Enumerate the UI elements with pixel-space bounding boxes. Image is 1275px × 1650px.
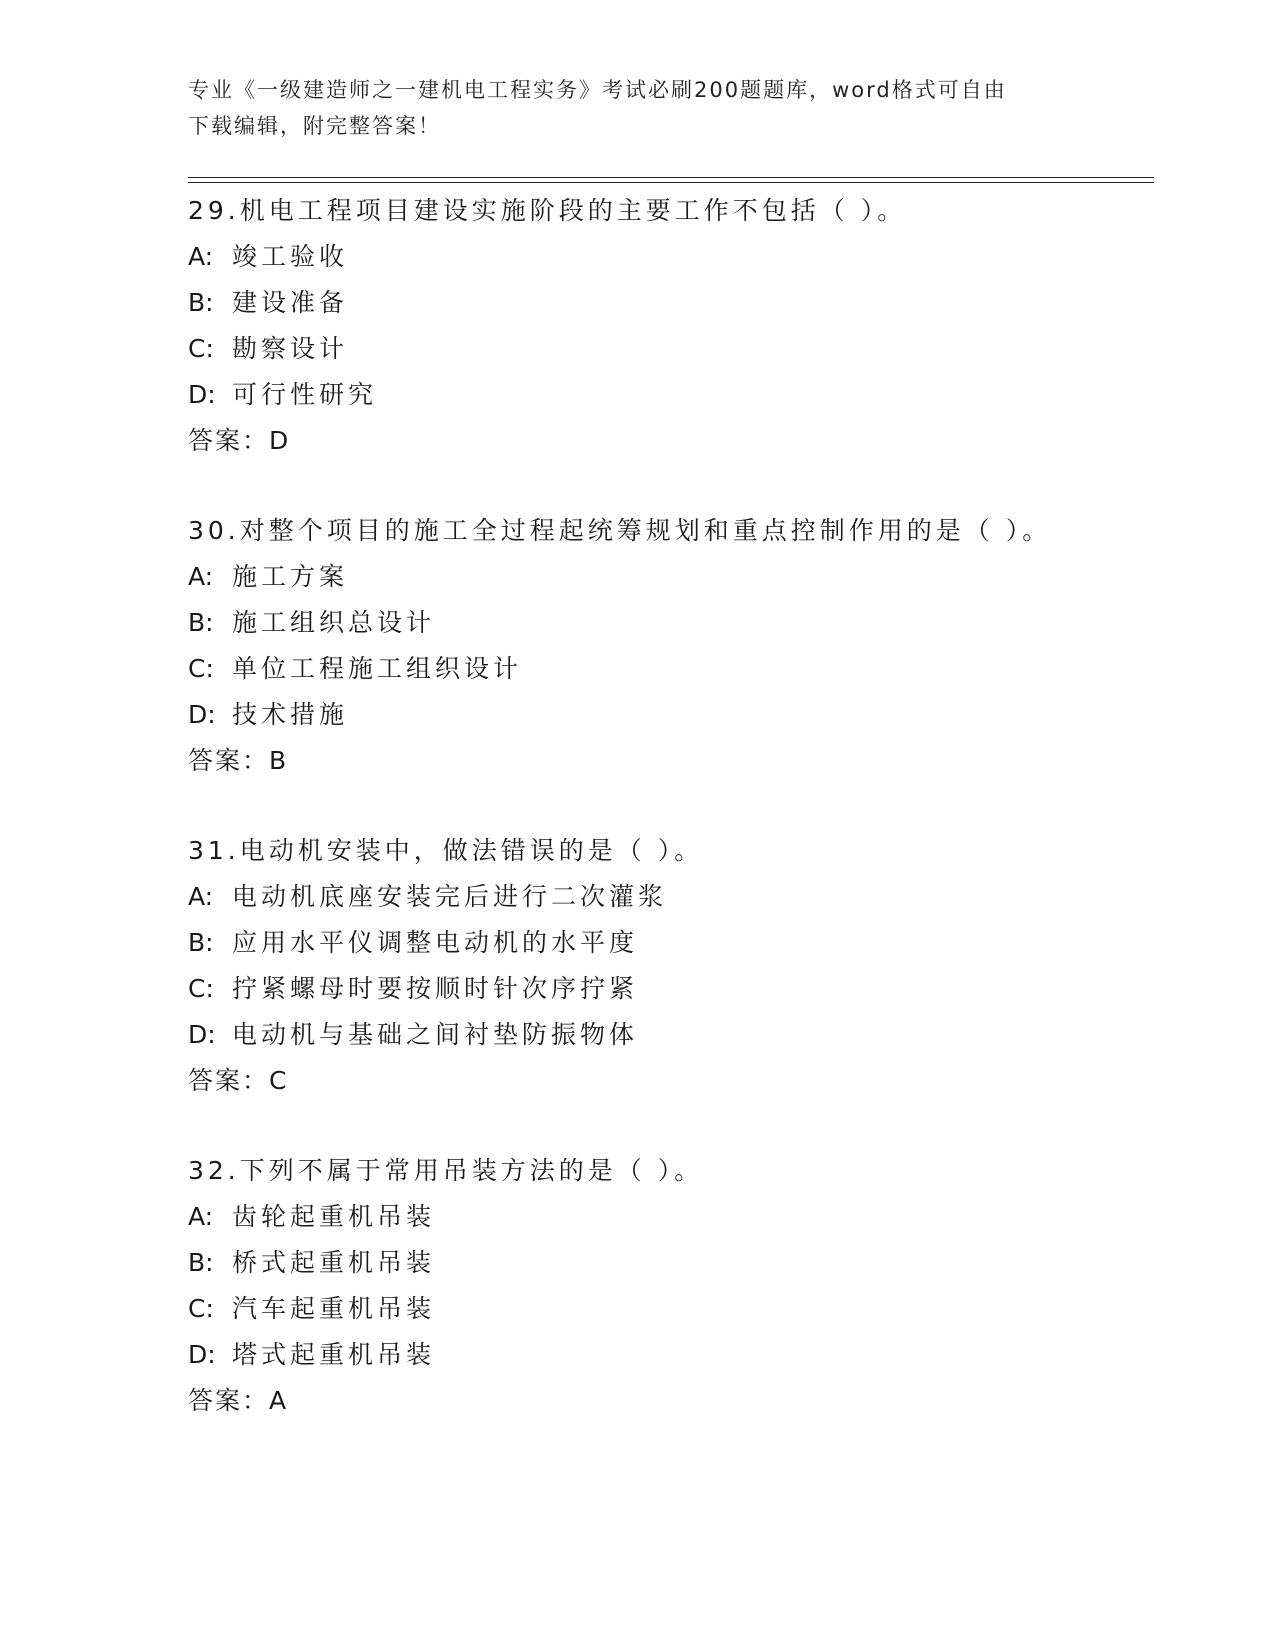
answer-line	[188, 1058, 1168, 1104]
question-block	[188, 508, 1168, 784]
option-b	[188, 920, 1168, 966]
option-a	[188, 874, 1168, 920]
option-c	[188, 966, 1168, 1012]
option-c	[188, 646, 1168, 692]
option-c	[188, 326, 1168, 372]
question-block	[188, 188, 1168, 464]
answer-value: B	[269, 746, 288, 775]
option-d	[188, 1332, 1168, 1378]
header-divider-bottom	[188, 182, 1154, 183]
header-line-2: 下载编辑，附完整答案！	[188, 114, 441, 138]
answer-label: 答案：	[188, 1386, 270, 1415]
option-letter: B:	[188, 288, 214, 317]
question-block	[188, 828, 1168, 1104]
header-divider-top	[188, 177, 1154, 178]
option-letter: B:	[188, 1248, 214, 1277]
answer-label: 答案：	[188, 1066, 270, 1095]
option-text: 桥式起重机吊装	[232, 1248, 436, 1277]
question-stem: 30.对整个项目的施工全过程起统筹规划和重点控制作用的是（ ）。	[188, 516, 1052, 545]
answer-line	[188, 1378, 1168, 1424]
option-letter: C:	[188, 654, 214, 683]
option-letter: D:	[188, 1020, 216, 1049]
answer-label: 答案：	[188, 426, 270, 455]
option-text: 可行性研究	[232, 380, 378, 409]
option-d	[188, 1012, 1168, 1058]
option-text: 建设准备	[232, 288, 349, 317]
option-a	[188, 234, 1168, 280]
option-letter: C:	[188, 974, 214, 1003]
option-a	[188, 1194, 1168, 1240]
option-c	[188, 1286, 1168, 1332]
option-a	[188, 554, 1168, 600]
option-letter: A:	[188, 562, 214, 591]
option-text: 电动机与基础之间衬垫防振物体	[232, 1020, 639, 1049]
option-b	[188, 280, 1168, 326]
option-text: 勘察设计	[232, 334, 349, 363]
option-text: 施工组织总设计	[232, 608, 436, 637]
option-text: 施工方案	[232, 562, 349, 591]
option-d	[188, 372, 1168, 418]
option-b	[188, 600, 1168, 646]
option-text: 塔式起重机吊装	[232, 1340, 436, 1369]
option-text: 汽车起重机吊装	[232, 1294, 436, 1323]
question-block	[188, 1148, 1168, 1424]
option-d	[188, 692, 1168, 738]
option-text: 应用水平仪调整电动机的水平度	[232, 928, 639, 957]
answer-line	[188, 738, 1168, 784]
option-letter: A:	[188, 882, 214, 911]
answer-value: A	[269, 1386, 288, 1415]
option-letter: B:	[188, 608, 214, 637]
option-text: 竣工验收	[232, 242, 349, 271]
answer-value: C	[269, 1066, 288, 1095]
option-letter: A:	[188, 1202, 214, 1231]
option-text: 齿轮起重机吊装	[232, 1202, 436, 1231]
document-header	[188, 72, 1088, 144]
option-letter: C:	[188, 334, 214, 363]
answer-line	[188, 418, 1168, 464]
answer-label: 答案：	[188, 746, 270, 775]
option-b	[188, 1240, 1168, 1286]
option-text: 拧紧螺母时要按顺时针次序拧紧	[232, 974, 639, 1003]
option-letter: A:	[188, 242, 214, 271]
option-text: 技术措施	[232, 700, 349, 729]
option-text: 单位工程施工组织设计	[232, 654, 523, 683]
answer-value: D	[269, 426, 290, 455]
option-letter: D:	[188, 380, 216, 409]
question-stem: 29.机电工程项目建设实施阶段的主要工作不包括（ ）。	[188, 196, 907, 225]
question-stem: 31.电动机安装中，做法错误的是（ ）。	[188, 836, 704, 865]
option-text: 电动机底座安装完后进行二次灌浆	[232, 882, 668, 911]
option-letter: B:	[188, 928, 214, 957]
header-line-1: 专业《一级建造师之一建机电工程实务》考试必刷200题题库，word格式可自由	[188, 78, 1007, 102]
option-letter: D:	[188, 1340, 216, 1369]
question-stem: 32.下列不属于常用吊装方法的是（ ）。	[188, 1156, 704, 1185]
option-letter: D:	[188, 700, 216, 729]
option-letter: C:	[188, 1294, 214, 1323]
